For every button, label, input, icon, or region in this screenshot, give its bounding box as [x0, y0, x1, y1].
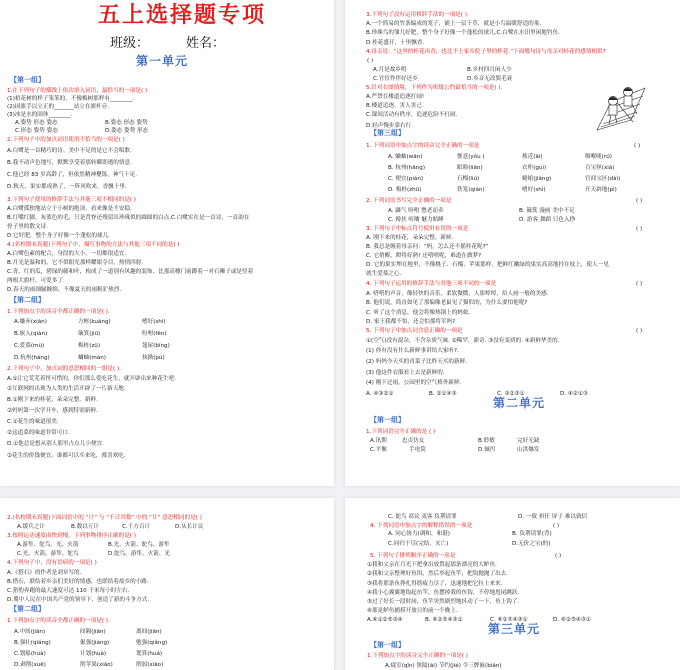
option-c: C.千方百计 — [122, 524, 151, 530]
unit-heading: 第二单元 — [493, 396, 546, 410]
option-cell: 铁笼(qián) — [457, 187, 485, 193]
answer-paren: ( ) — [636, 328, 643, 334]
option-cell: A.中间(jiān) — [14, 629, 46, 635]
option-cell: 石榴(liú) — [457, 176, 480, 182]
question-sentence: (2)国旗手以立正的_______站立在旗杆旁. — [7, 104, 109, 110]
option-d: D. ④②①③ — [560, 391, 588, 397]
question: 1.下列加点字的读音全都正确的一项是( ). — [7, 309, 110, 315]
question: 4. 下列词语中加点字的解释错误的一项是 — [370, 523, 473, 529]
option-c: C. 搀扶 喧嚷 魅力贴睡 — [388, 217, 444, 223]
option-cell: 执拗(pú) — [142, 355, 165, 361]
option-b: B.珍珠鸟的雏儿好肥，整个身子好像一个蓬松的球儿.C.白鹭在水田里闲地钓鱼. — [366, 30, 560, 36]
option-c: C. 它俏醒，瞪将好熟! 还嘻嘻呢，难道在做梦? — [366, 253, 482, 259]
option-b: B.月光是温和的，它不似阳光那样耀眼夺目，热情四射. — [7, 260, 144, 266]
answer-paren: ( ) — [636, 226, 643, 232]
question: 5. 下列句子中加点词含意正确的一项是 — [366, 328, 463, 334]
option-c: C.形态 姿势 姿态 — [15, 128, 58, 134]
option-d: D. 游客 舞蹈 只色入挣 — [519, 217, 576, 223]
option-cell: 吩咐(fēn) — [142, 331, 167, 337]
option-cell: 倔强(jiàng) — [80, 640, 110, 646]
question-sentence: (3) 他这件衣服看上去是新鲜的. — [366, 370, 445, 376]
question: 5. 下列句子排列顺序正确的一项是 — [370, 553, 456, 559]
option-line: ②这道菜的味道非常可口. — [7, 430, 70, 436]
question: 4.母亲说：“这里的桂花再香，也比不上家乡院子里的桂花.”下面哪句诗与母亲对桂花的感情相似? — [366, 49, 606, 55]
answer-paren: ( ) — [634, 143, 641, 149]
option-cell: 方框(kuàng) — [78, 319, 111, 325]
option-cell: 百宝匣(xiá) — [585, 165, 615, 171]
option-b: B.光、火箭、鸵鸟、游隼 — [108, 542, 170, 548]
option-b: B.我不动声色地写，默默享受着那转瞬即逝的情意. — [7, 160, 132, 166]
option-b: B.搭石，联结着乡亲们美好的情感，也联结着故乡的小路. — [7, 579, 149, 585]
option-cell: 开天辟地(pì) — [585, 187, 617, 193]
option-a: A. 蹑气 吩咐 憋老而卖 — [388, 208, 444, 214]
option-d: D.它好肥，整个身子好像一个蓬松的球儿. — [7, 233, 110, 239]
option-b: B. 我总是缠着母亲问：“妈，怎么还不摇桂花呢?” — [366, 244, 489, 250]
option-a: A. ④③②① — [366, 391, 394, 397]
option-c: C.官宦作伴好还乡 — [373, 76, 418, 82]
option-c: C.猎豹奔跑的最大速度可达 110 千米每小时左右. — [7, 588, 130, 594]
option-cell: 篷屋(bīng) — [142, 343, 170, 349]
option-cell: 官商宝区(dàì) — [585, 176, 621, 182]
option-b: B. ⑥②⑤④③① — [425, 617, 463, 623]
answer-paren: ( ) — [636, 198, 643, 204]
option-d: D.姿态 姿势 形态 — [105, 128, 149, 134]
group-heading: 【第三组】 — [370, 129, 405, 137]
option-line: ②互联网的出现为人类的生活开辟了一片新天地. — [7, 386, 126, 392]
document-page-2 — [345, 0, 680, 486]
option-cell: 间隔(jiān) — [80, 629, 106, 635]
stairs-children-illustration — [593, 82, 653, 134]
question: 3. 下列句子中标点符号使用有误的一项是 — [366, 226, 469, 232]
document-page-1 — [0, 0, 334, 486]
option-a: A.游隼、鸵鸟、光、火箭 — [17, 542, 79, 548]
option-a: A.一个简易的竹条编成的笼子，铺上一层干草，就是小鸟温暖舒适的巢. — [366, 21, 542, 27]
option-cell: 梅桩(zū) — [78, 343, 101, 349]
name-label: 姓名： — [186, 36, 226, 51]
group-heading: 【第二组】 — [10, 296, 45, 304]
option-cell: 蜷缩(jiǎng) — [522, 176, 552, 182]
question-sentence: (1)梧花树的样子笨笨的，不像梅树那样有________. — [7, 96, 135, 102]
question: 4. 下列句子运用的修辞手法与其他三项不同的一项是 — [366, 281, 497, 287]
option-c: C.青、红的瓜，碧绿的藤和叶，构成了一道别有风趣的装饰，比那高楼门前蹲着一对石狮子或是竖着 — [7, 269, 254, 275]
group-heading: 【第一组】 — [10, 76, 45, 84]
option-d: D.鸵鸟、游隼、火箭、光 — [108, 551, 171, 557]
question-sentence: (2) 妈妈今天买的青菜子比昨天买的新鲜. — [366, 359, 467, 365]
sentence-line: ③我将那条鱼挣扎得筋疲力尽了，迅速地把它拉上来来. — [367, 581, 503, 587]
option-cell: A. 蛐蚰(wān) — [388, 154, 423, 160]
option-d: D.从长计议 — [175, 524, 204, 530]
option-cell: 挨近(āi) — [522, 154, 543, 160]
option-a: A.月是故乡明 — [373, 67, 407, 73]
group-heading: 【第一组】 — [370, 641, 405, 649]
option-b: B.聆敏 — [478, 438, 495, 444]
answer-paren: ( ) — [367, 58, 374, 64]
option-d: D.倾泻 — [478, 447, 496, 453]
option-cell: B. 杭州(hāng) — [388, 165, 426, 171]
option-b: B.红嘴红脚，灰蓝色的毛，只是背脊还残留出珍珠似的圆圆的白点.C.白鹭实在是一首诗，一首韵在 — [7, 215, 250, 221]
option-b: B.乡村四月闲人少 — [467, 67, 512, 73]
option-b: B. 簸箕 漫画 美中不足 — [519, 208, 575, 214]
question: 2.下列句子中的加点词语使用不恰当的一项是( ) — [7, 137, 125, 143]
option-line: D.①他总是想从别人那里占点儿小便宜. — [7, 441, 104, 447]
unit-heading: 第一单元 — [136, 54, 189, 68]
option-c: C.他已经 83 岁高龄了，但依然精神矍铄，神气十足. — [7, 172, 138, 178]
option-a: A. 刚下来的桂花，朵朵完整、新鲜. — [366, 235, 454, 241]
option-line: ②花生的价钱便宜，谁都可以买来吃，都喜欢吃. — [7, 453, 126, 459]
option-a: A.姿势 形态 姿态 — [15, 120, 58, 126]
option-d: D.无价之宝(的) — [512, 541, 551, 547]
answer-paren: ( ) — [553, 523, 560, 529]
option-cell: 离间(jiān) — [136, 629, 162, 635]
option-a: A.白鹭是一首精巧的诗。美中不足的是它不会唱歌. — [7, 148, 132, 154]
question: 2. 下列词语书写完全正确的一项是 — [366, 198, 452, 204]
option-d: D.桂花盛开，十里飘香. — [366, 40, 425, 46]
option-cell: 咽喉咙(rú) — [585, 154, 612, 160]
option-d: D. 一致 担任 屏子 难以致信 — [518, 514, 588, 520]
option-cell: 蛐蚰(mán) — [78, 355, 106, 361]
option-d: D.乡音无改鬓毛衰 — [467, 76, 513, 82]
question: 1.下列词语完全正确的是 ( ) — [366, 429, 436, 435]
option-d: D.轻声慢步靠右行. — [366, 123, 414, 129]
option-c-continued: 两根大旗杆，可爱多了. — [7, 278, 65, 284]
option-a: A.《搭石》的作者是刘章写的. — [7, 570, 82, 576]
option-cell: C.爱慕(mù) — [14, 343, 45, 349]
question: 2.下列句子中，加点词的意思相同的一组是( ). — [7, 366, 121, 372]
option-cell: C.划船(huá) — [14, 651, 46, 657]
option-a: A.⑥①②⑤③④ — [367, 617, 403, 623]
option-c: C.光、火箭、游隼、鸵鸟 — [17, 551, 79, 557]
question: 3.下列句子没有运用修辞手法的一项是( ). — [366, 12, 469, 18]
question: 1.下列加点字的读音完全正确的一项是( ) — [367, 653, 468, 659]
option-b-word: 完好无缺 — [517, 438, 540, 444]
option-a: A.白鹭孤独地站立于小树的绝顶，看来像是不安稳. — [7, 206, 132, 212]
option-b: B. 负荆请罪(背) — [512, 531, 552, 537]
option-b: B. 他们说，简直如见了那偏像老鼠见了猫似的，为什么要怕他呢? — [366, 300, 528, 306]
option-cell: B.嵌入(qiàn) — [14, 331, 48, 337]
question-sentence: (1) 你有没有什么新鲜事讲给大家听?. — [366, 348, 459, 354]
option-a: A. 同心协力(调和，和谐) — [388, 531, 450, 537]
question: 3.下列句子使用的修辞手法与其他三项不相同的是( ) — [7, 197, 136, 203]
option-a: A.白鹭色素的配合，身段的大小，一切都很适宜. — [7, 251, 127, 257]
option-line: ②妈妈第一次学开车，感到特别新鲜. — [7, 408, 98, 414]
option-d: D. 它的果实埋在地里，不像桃子、石榴、苹果那样，把鲜红嫩绿的果实高高地挂在枝上，使人一见 — [366, 262, 609, 268]
sentence-line: ④我小心翼翼地钩起鱼竿，鱼摆掉我的鱼钩，不停地甩尾跳跃. — [367, 590, 520, 596]
option-c: C. 鸵鸟 商议 夷客 负荆请罪 — [388, 514, 457, 520]
option-c: C.同归于尽(完结，灭亡) — [388, 541, 449, 547]
option-cell: D.杭州(háng) — [14, 355, 50, 361]
option-c-word: 手电筒 — [409, 447, 426, 453]
option-d-continued: 就生爱慕之心. — [366, 271, 402, 277]
unit-heading: 第三单元 — [488, 622, 541, 636]
option-cell: 勉强(qiǎng) — [136, 640, 168, 646]
option-c: C. 听了这个消息，他会将像热锅上的蚂蚁. — [366, 310, 471, 316]
question-sentence: (4) 刚下过雨，公园里的空气格外新鲜. — [366, 380, 462, 386]
option-d: D. ⑥②⑤④③① — [553, 617, 591, 623]
answer-paren: ( ) — [555, 553, 562, 559]
group-heading: 【第二组】 — [10, 605, 45, 613]
option-c: C.课间活动有秩序，追逐危险不打闹. — [366, 112, 458, 118]
definition-list: ①(空气)没有混杂，不含杂质气味. ②稀罕，新奇. ③没有变质的. ④新鲜华美的. — [366, 338, 560, 344]
option-b: B.楼道追逐，害人害己. — [366, 103, 424, 109]
question-sentence: (3)冰是水的固体________. — [7, 112, 73, 118]
option-d: D.春天的雨细腻缠绵，不像夏天的雨粗犷热烈. — [7, 287, 122, 293]
option-d: D. 家王我都不怕，还会怕那将军吗? — [366, 319, 456, 325]
question: 3.按照运动速度由快到慢，下列事物排序正确的是( ) — [7, 533, 136, 539]
option-cell: 计划(huà) — [80, 651, 107, 657]
option-a-word: 忠贞仿友 — [402, 438, 425, 444]
option-cell: C. 便宜(pián) — [388, 176, 424, 182]
option-cell: 划算(huá) — [136, 651, 163, 657]
class-label: 班级： — [110, 36, 150, 51]
option-cell: 嗜好(shì) — [522, 187, 546, 193]
question: 5.针对右图情境，下列作为班级公约最恰当的一项是( ). — [366, 85, 503, 91]
option-a: A.严禁在楼道追逐打闹! — [366, 94, 425, 100]
option-cell: D. 梅桩(zhū) — [388, 187, 422, 193]
question: 1. 下列词语中加点字的读音完全正确的一项是 — [366, 143, 480, 149]
option-d-word: 山洪爆发 — [517, 447, 540, 453]
option-line: B.①刚下来的桂花，朵朵完整、新鲜. — [7, 397, 98, 403]
option-c: C. ⑥②⑤④③① — [490, 617, 528, 623]
option-cell: 嗜好(shì) — [142, 319, 166, 325]
option-a: A.缓兵之计 — [17, 524, 45, 530]
group-heading: 【第一组】 — [370, 416, 405, 424]
option-d: D.冀中人民在中国共产党的领导下，创造了新的斗争方式. — [7, 597, 150, 603]
sentence-line: ②我和父亲整理好鱼饵，然后举起鱼竿，把钩抛抛了出去. — [367, 571, 509, 577]
sentence-line: ①我和父亲在月光下把拿出放置起那条漂亮的大鲈鱼. — [367, 562, 497, 568]
option-cell: 簸箕(jiū) — [78, 331, 101, 337]
option-cell: D.剥削(xuē) — [14, 662, 46, 668]
answer-paren: ( ) — [636, 281, 643, 287]
option-c: C. ③②③① — [497, 391, 525, 397]
option-a: A. 嗒嗒的声音，像轻快的音乐，柔软微微，人影绰绰，给人画一般的美感. — [366, 291, 549, 297]
option-a: A.讯期 — [370, 438, 387, 444]
option-cell: B.强壮(qiáng) — [14, 640, 51, 646]
option-b: B.姿态 形态 姿势 — [105, 120, 148, 126]
question: 2.(名校期末真题)下面词语中的 “计” 与 “不计其数” 中的 “计” 意思相同的是( ) — [7, 515, 202, 521]
option-c: C.平衡 — [370, 447, 387, 453]
question: 4.下列句子中，没有语病的一项是( ) — [7, 560, 97, 566]
option-cell: 衣柜(guì) — [522, 165, 547, 171]
sentence-line: ⑤过了好长一段时间，鱼竿突然剧烈地抖动了一下，鱼上钩了. — [367, 599, 520, 605]
option-a: A.寝室(qǐn) 狭隘(ài) 节约(jié) 令三牌匾(biǎn) — [385, 663, 502, 669]
option-cell: A.嫌弃(xián) — [14, 319, 47, 325]
option-cell: 惬意(yǒu ) — [457, 154, 485, 160]
option-cell: 削苹果(xiāo) — [80, 662, 113, 668]
option-cell: 眼睑(liǎn) — [457, 165, 483, 171]
sentence-line: ⑥那是鲈鱼捕捞开放日的前一个晚上. — [367, 608, 458, 614]
question: 1.在下列句子的横线上依次填入词语，最恰当的一项是( ) — [7, 88, 148, 94]
option-line: A.①让它荒芜着怪可惜的，你们那么爱吃花生，就开辟出来种花生吧. — [7, 376, 176, 382]
document-page-3 — [0, 498, 334, 670]
option-b-continued: 骨子里的散文诗. — [7, 224, 48, 230]
question: 4.(名校期末真题)下列句子中，描写事物的方法与其他三项不同的是( ) — [7, 242, 180, 248]
option-line: C.①花生的味道很美. — [7, 419, 59, 425]
option-b: B. ②①④③ — [429, 391, 457, 397]
question: 1.下列加点字的读音全都正确的一项是( ). — [7, 618, 110, 624]
option-cell: 削弱(xiāo) — [136, 662, 164, 668]
document-title: 五上选择题专项 — [98, 2, 267, 28]
option-d: D.秋天，果实都成熟了，一阵风吹来，香飘十里. — [7, 184, 127, 190]
option-b: B.数以万计 — [71, 524, 99, 530]
document-page-4 — [345, 498, 680, 670]
